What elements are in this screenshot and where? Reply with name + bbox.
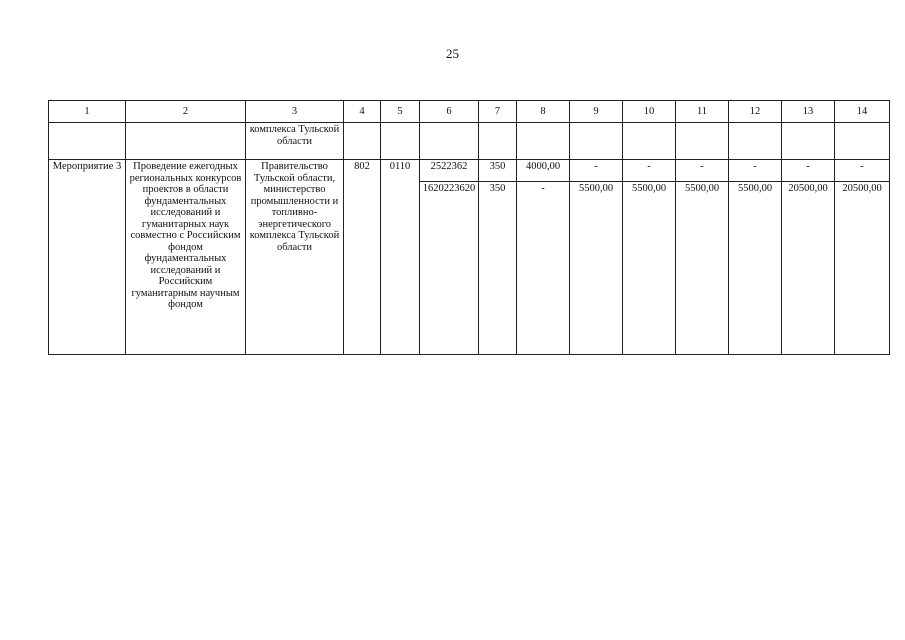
- table-cell: -: [570, 160, 623, 182]
- table-cell: [49, 123, 126, 160]
- table-cell: комплекса Тульской области: [246, 123, 344, 160]
- table-cell: -: [623, 160, 676, 182]
- table-cell: [517, 123, 570, 160]
- code-cell: 802: [344, 160, 381, 355]
- table-cell: 5500,00: [623, 182, 676, 355]
- table-cell: [729, 123, 782, 160]
- table-cell: -: [676, 160, 729, 182]
- table-cell: 20500,00: [782, 182, 835, 355]
- table-header-row: [49, 101, 890, 123]
- table-cell: 5500,00: [676, 182, 729, 355]
- column-header: 4: [344, 101, 381, 123]
- table-cell: [479, 123, 517, 160]
- budget-table: [48, 100, 890, 355]
- page-number: 25: [446, 46, 459, 61]
- column-header: 14: [835, 101, 890, 123]
- responsible-executor-cell: Правительство Тульской области, министерство промышленности и топливно-энергетического комплекса Тульской области: [246, 160, 344, 355]
- table-cell: 2522362: [420, 160, 479, 182]
- table-cell: [835, 123, 890, 160]
- table-cell: -: [517, 182, 570, 355]
- table-cell: 20500,00: [835, 182, 890, 355]
- column-header: 7: [479, 101, 517, 123]
- table-cell: -: [782, 160, 835, 182]
- section-code-cell: 0110: [381, 160, 420, 355]
- table-row: [49, 123, 890, 160]
- column-header: 5: [381, 101, 420, 123]
- table-cell: [420, 123, 479, 160]
- column-header: 13: [782, 101, 835, 123]
- table-row: [49, 160, 890, 182]
- activity-name-cell: Мероприятие 3: [49, 160, 126, 355]
- column-header: 9: [570, 101, 623, 123]
- column-header: 11: [676, 101, 729, 123]
- column-header: 8: [517, 101, 570, 123]
- column-header: 3: [246, 101, 344, 123]
- column-header: 12: [729, 101, 782, 123]
- column-header: 2: [126, 101, 246, 123]
- table-cell: -: [729, 160, 782, 182]
- table-cell: [570, 123, 623, 160]
- activity-description-cell: Проведение ежегодных региональных конкурсов проектов в области фундаментальных исследований и гуманитарных наук совместно с Российским фондом фундаментальных исследований и Российским гуманитарным научным фондом: [126, 160, 246, 355]
- table-cell: 1620223620: [420, 182, 479, 355]
- table-cell: 5500,00: [729, 182, 782, 355]
- table-cell: 5500,00: [570, 182, 623, 355]
- table-cell: [344, 123, 381, 160]
- table-cell: -: [835, 160, 890, 182]
- column-header: 1: [49, 101, 126, 123]
- table-cell: [676, 123, 729, 160]
- table-cell: [126, 123, 246, 160]
- table-cell: [782, 123, 835, 160]
- table-cell: [381, 123, 420, 160]
- table-cell: 350: [479, 160, 517, 182]
- column-header: 6: [420, 101, 479, 123]
- table-cell: 350: [479, 182, 517, 355]
- column-header: 10: [623, 101, 676, 123]
- table-cell: [623, 123, 676, 160]
- table-cell: 4000,00: [517, 160, 570, 182]
